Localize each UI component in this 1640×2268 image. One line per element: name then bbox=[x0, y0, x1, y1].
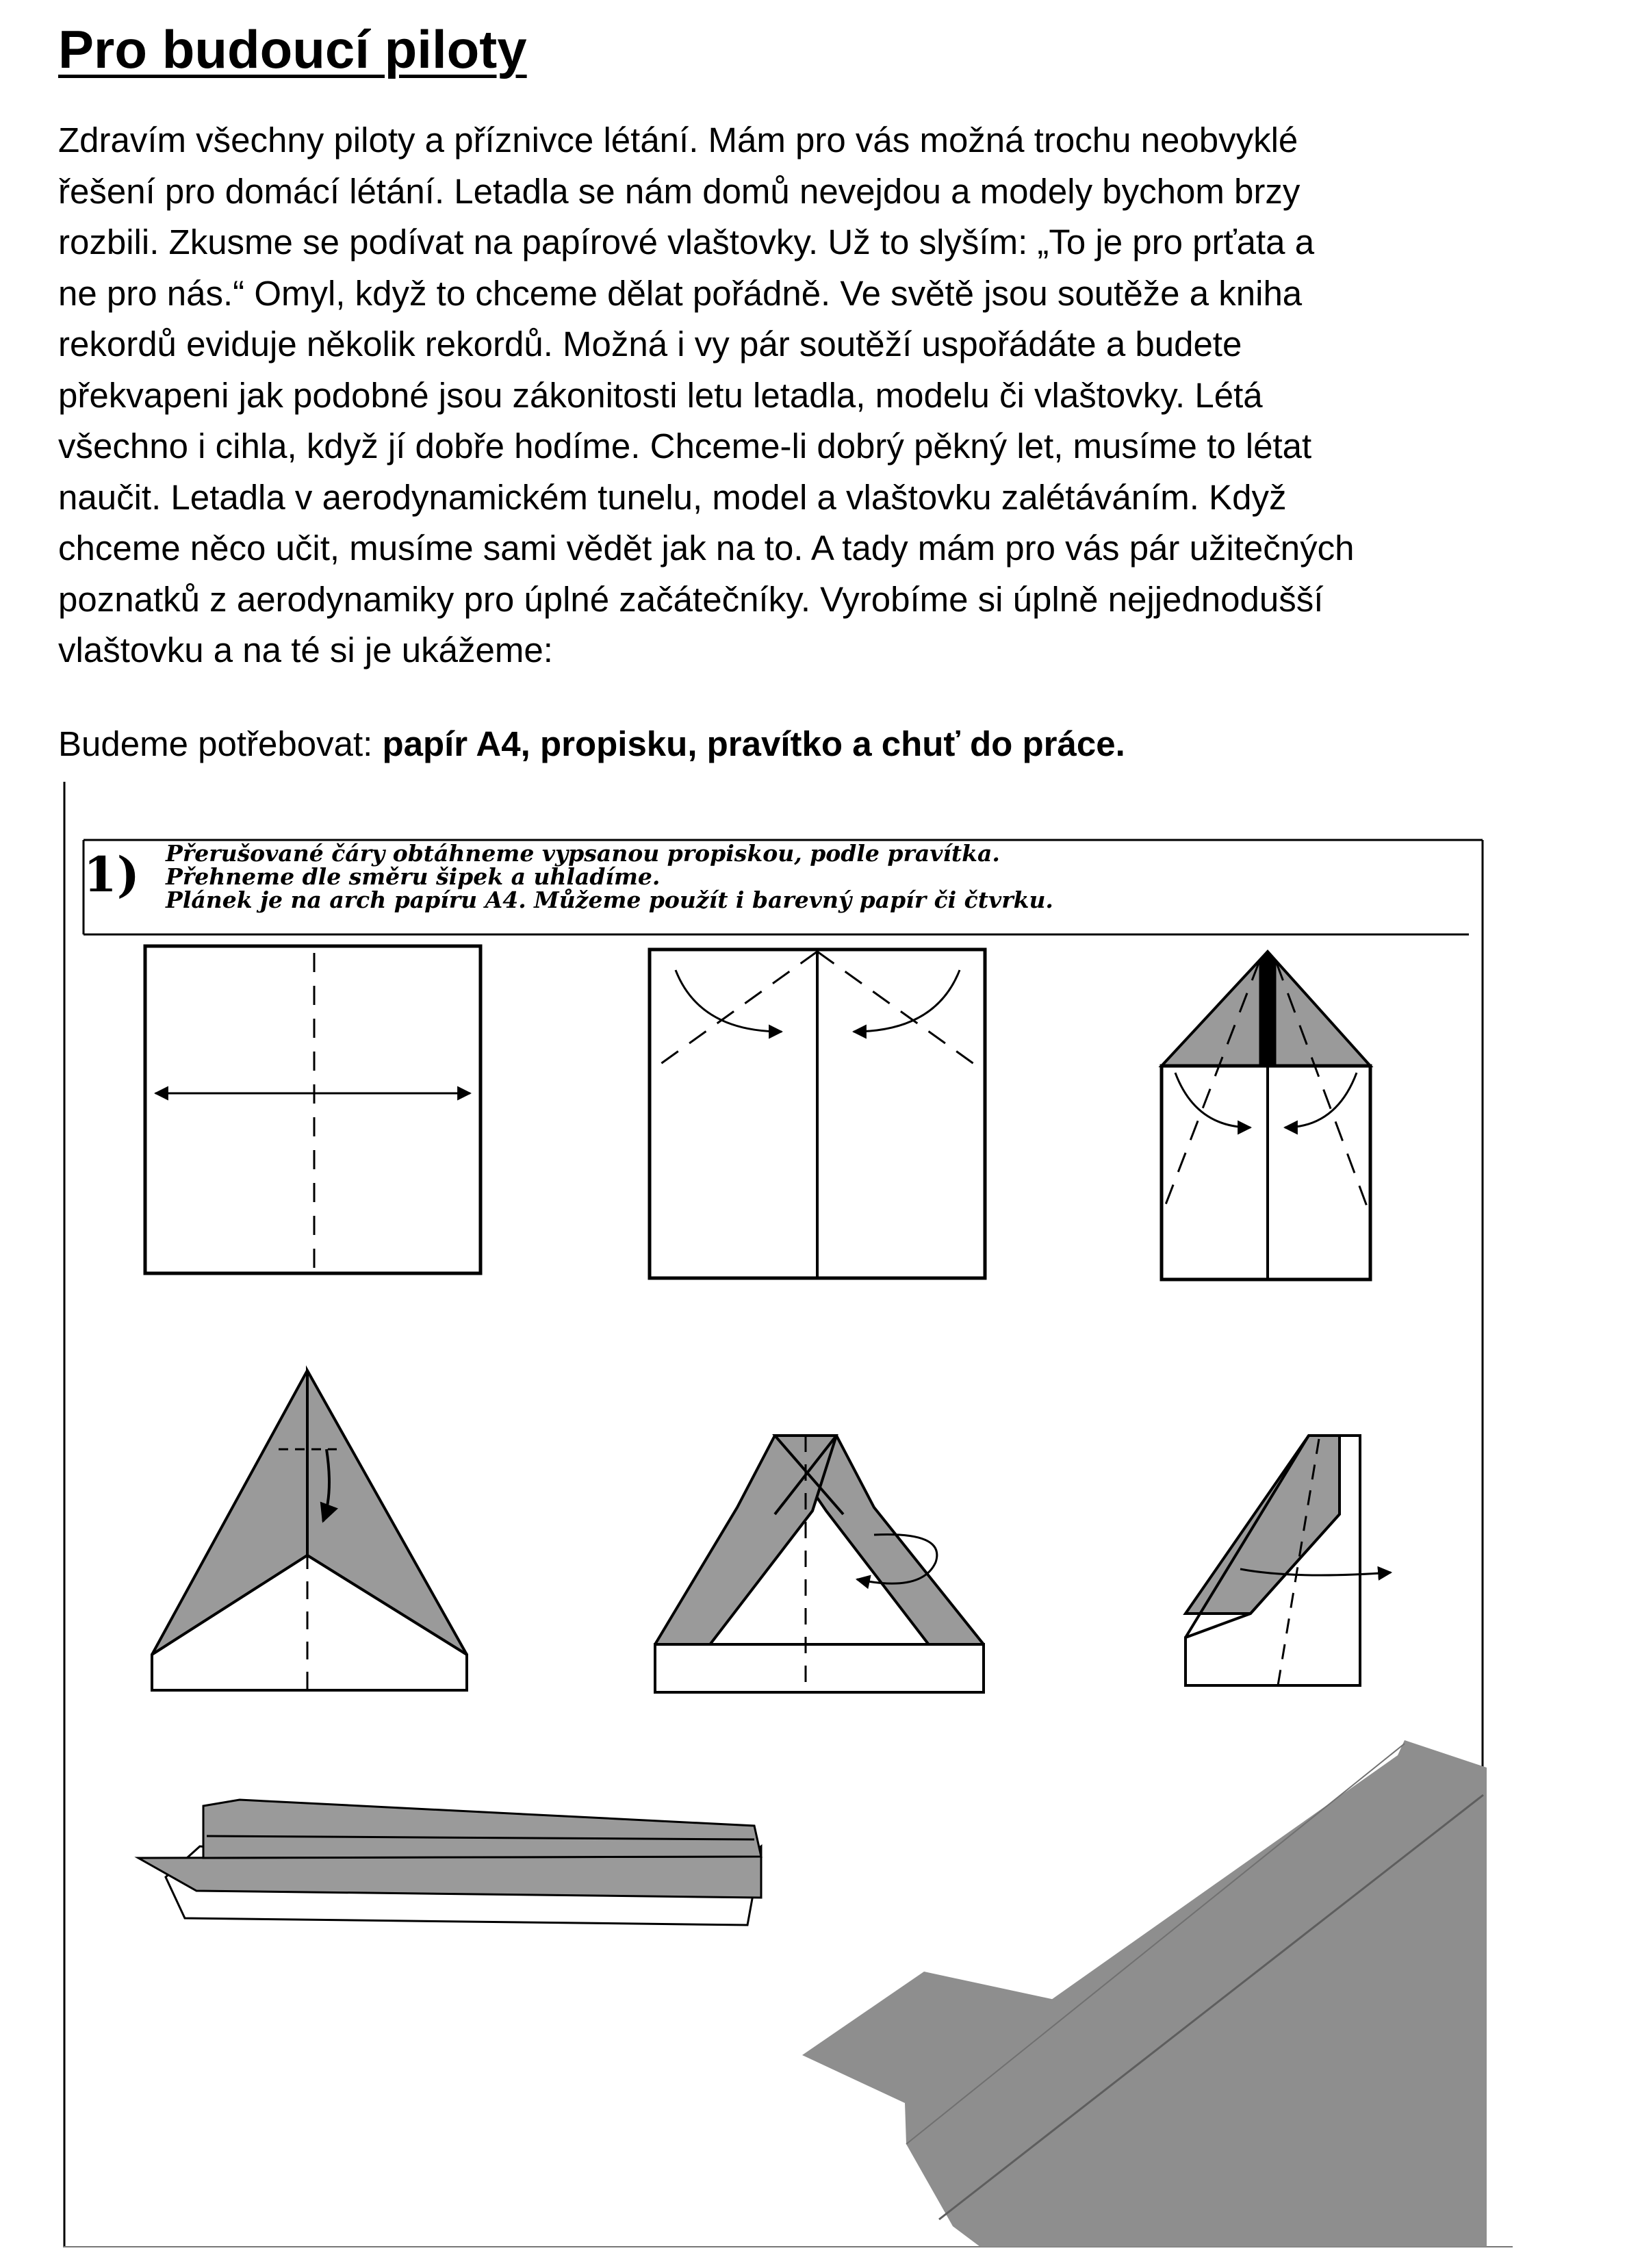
fold-step-1-diagram bbox=[145, 946, 481, 1273]
instruction-line: Přerušované čáry obtáhneme vypsanou propiskou, podle pravítka. bbox=[166, 840, 1000, 867]
intro-line: vlaštovku a na té si je ukážeme: bbox=[58, 630, 553, 670]
intro-line: všechno i cihla, když jí dobře hodíme. Chceme-li dobrý pěkný let, musíme to létat bbox=[58, 426, 1312, 466]
page-title: Pro budoucí piloty bbox=[58, 19, 527, 79]
fold-step-2-diagram bbox=[650, 950, 985, 1278]
materials-list: papír A4, propisku, pravítko a chuť do práce. bbox=[382, 724, 1125, 763]
instruction-line: Plánek je na arch papíru A4. Můžeme použít i barevný papír či čtvrku. bbox=[166, 887, 1053, 913]
intro-line: Zdravím všechny piloty a příznivce létání. Mám pro vás možná trochu neobvyklé bbox=[58, 120, 1298, 160]
intro-line: rekordů eviduje několik rekordů. Možná i vy pár soutěží uspořádáte a budete bbox=[58, 324, 1242, 364]
finished-plane-photo bbox=[802, 1740, 1487, 2247]
intro-line: překvapeni jak podobné jsou zákonitosti letu letadla, modelu či vlaštovky. Létá bbox=[58, 375, 1263, 415]
intro-line: poznatků z aerodynamiky pro úplné začátečníky. Vyrobíme si úplně nejjednodušší bbox=[58, 579, 1324, 619]
fold-step-3-diagram bbox=[1162, 952, 1370, 1279]
materials-needed bbox=[58, 719, 1125, 769]
intro-paragraph bbox=[58, 115, 1598, 676]
intro-line: naučit. Letadla v aerodynamickém tunelu, model a vlaštovku zalétáváním. Když bbox=[58, 477, 1287, 517]
fold-step-6-diagram bbox=[1186, 1436, 1391, 1685]
fold-step-5-diagram bbox=[655, 1436, 984, 1692]
materials-label: Budeme potřebovat: bbox=[58, 724, 383, 763]
intro-line: řešení pro domácí létání. Letadla se nám domů nevejdou a modely bychom brzy bbox=[58, 171, 1301, 211]
intro-line: chceme něco učit, musíme sami vědět jak na to. A tady mám pro vás pár užitečných bbox=[58, 528, 1355, 568]
intro-line: ne pro nás.“ Omyl, když to chceme dělat pořádně. Ve světě jsou soutěže a kniha bbox=[58, 273, 1303, 313]
intro-line: rozbili. Zkusme se podívat na papírové vlaštovky. Už to slyším: „To je pro prťata a bbox=[58, 222, 1315, 262]
fold-step-4-diagram bbox=[152, 1371, 467, 1690]
step-number: 1) bbox=[84, 846, 140, 903]
folding-instructions-scan bbox=[63, 782, 1513, 2254]
instruction-line: Přehneme dle směru šipek a uhladíme. bbox=[166, 863, 661, 890]
finished-plane-side-view bbox=[138, 1800, 761, 1925]
